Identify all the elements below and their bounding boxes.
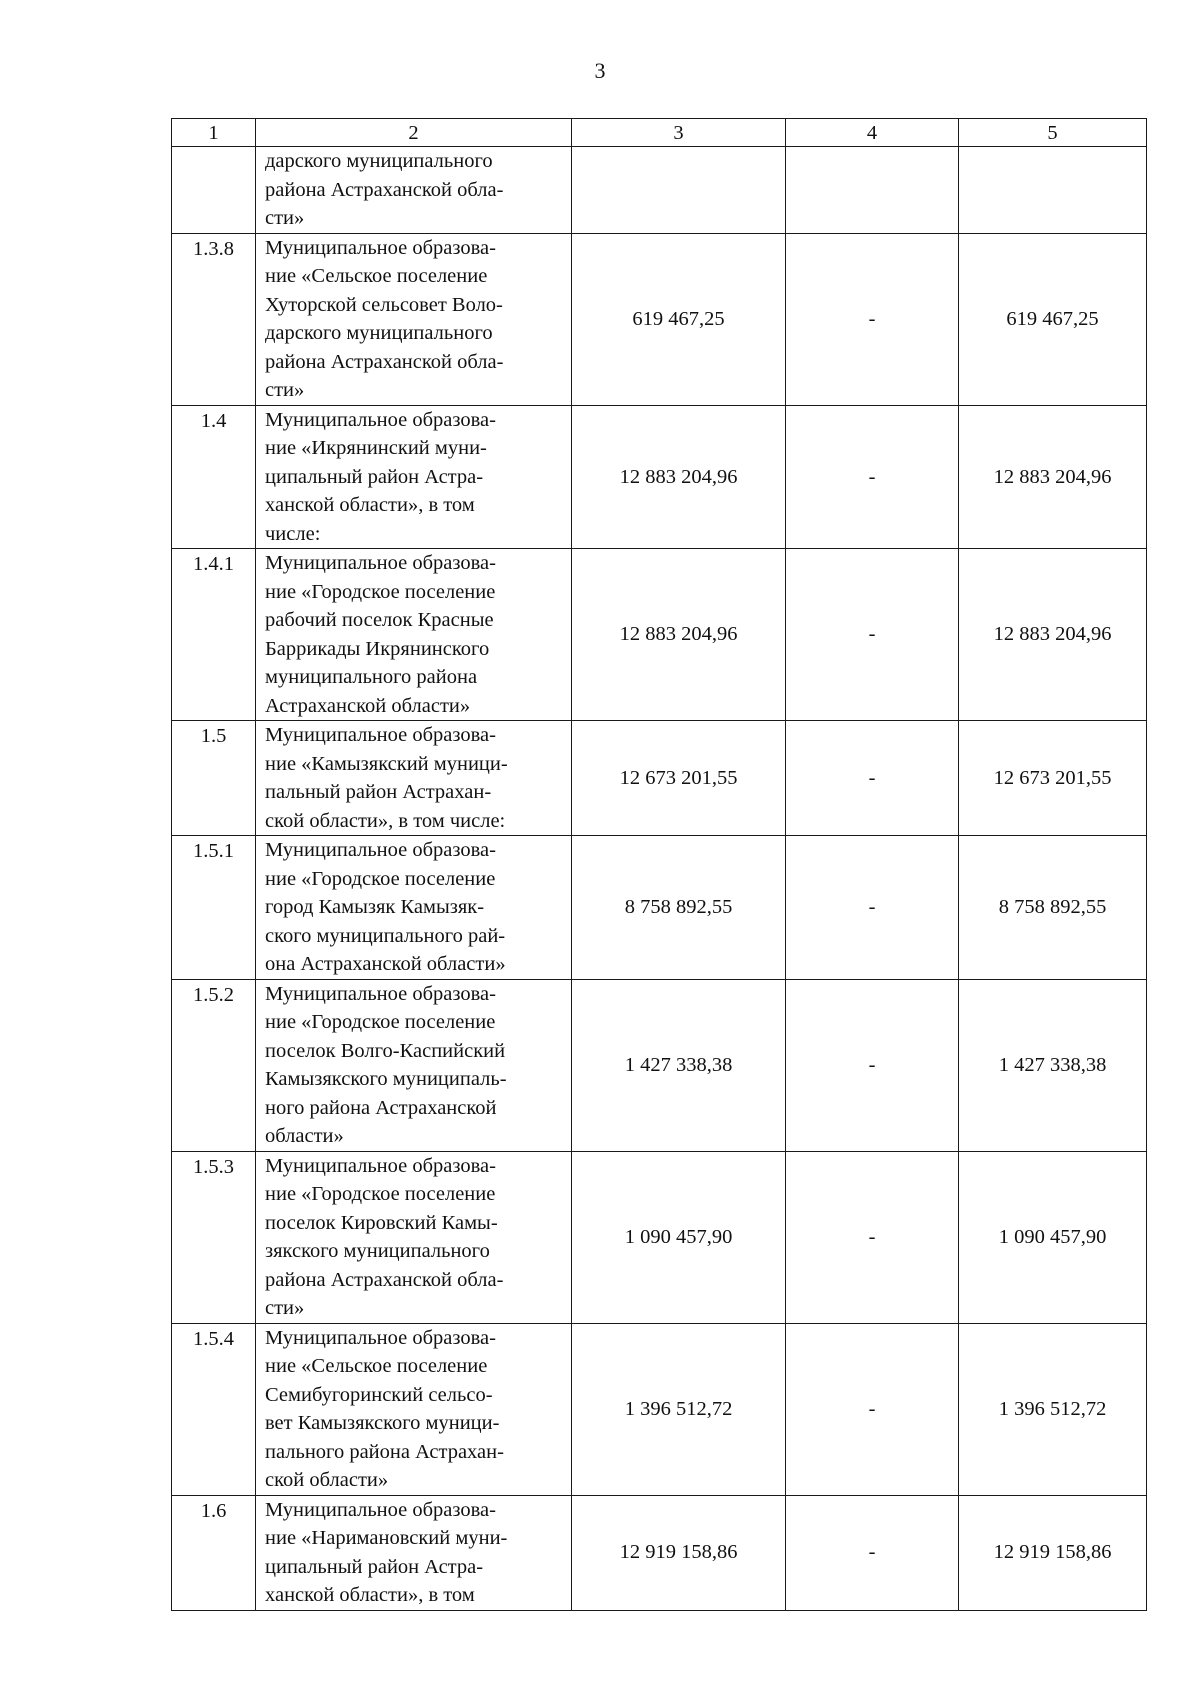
municipality-name-line: ской области»: [265, 1469, 389, 1491]
municipality-name-line: сти»: [265, 207, 305, 229]
municipality-name-cell: [256, 979, 572, 1151]
row-number-cell: 1.5.4: [172, 1323, 256, 1495]
row-number-cell: 1.5.3: [172, 1151, 256, 1323]
municipality-name-line: ской области», в том числе:: [265, 809, 506, 832]
municipality-name-line: пального района Астрахан-: [265, 1440, 504, 1463]
row-number-cell: 1.6: [172, 1495, 256, 1610]
row-number-cell: 1.5: [172, 721, 256, 836]
municipality-name-cell: [256, 147, 572, 234]
amount-cell-col4: -: [786, 233, 959, 405]
amount-cell-col5: 619 467,25: [959, 233, 1147, 405]
municipality-name-line: района Астраханской обла-: [265, 1268, 504, 1291]
amount-cell-col5: 8 758 892,55: [959, 836, 1147, 980]
municipality-name-line: пальный район Астрахан-: [265, 781, 492, 803]
column-header-5: 5: [959, 119, 1147, 147]
municipality-name-line: она Астраханской области»: [265, 953, 506, 975]
municipality-name-line: ние «Городское поселение: [265, 867, 496, 890]
municipality-name-cell: [256, 836, 572, 980]
page-number: 3: [594, 58, 606, 83]
column-header-1: 1: [172, 119, 256, 147]
municipality-name-line: Баррикады Икрянинского: [265, 637, 490, 660]
table-row: [172, 979, 1147, 1151]
municipality-name-line: Муниципальное образова-: [265, 408, 496, 431]
municipality-name-line: муниципального района: [265, 666, 478, 688]
amount-cell-col3: 1 396 512,72: [572, 1323, 786, 1495]
municipality-name-line: ние «Городское поселение: [265, 1011, 496, 1033]
municipality-name-line: ние «Наримановский муни-: [265, 1527, 508, 1549]
municipality-name-line: Муниципальное образова-: [265, 724, 496, 746]
amount-cell-col3: 12 919 158,86: [572, 1495, 786, 1610]
municipality-name-line: ние «Сельское поселение: [265, 265, 488, 287]
municipality-name-cell: [256, 1323, 572, 1495]
column-header-2: 2: [256, 119, 572, 147]
municipality-name-line: Муниципальное образова-: [265, 839, 496, 861]
municipality-name-line: сти»: [265, 1297, 305, 1319]
amount-cell-col4: [786, 147, 959, 234]
municipality-name-line: зякского муниципального: [265, 1240, 490, 1262]
amount-cell-col4: -: [786, 721, 959, 836]
municipality-name-line: Муниципальное образова-: [265, 236, 496, 259]
table-row: [172, 1151, 1147, 1323]
row-number-cell: 1.5.1: [172, 836, 256, 980]
municipality-name-line: ципальный район Астра-: [265, 1555, 484, 1578]
table-row: [172, 721, 1147, 836]
municipality-name-line: Муниципальное образова-: [265, 552, 496, 574]
municipality-name-line: вет Камызякского муници-: [265, 1412, 500, 1434]
amount-cell-col5: 1 090 457,90: [959, 1151, 1147, 1323]
municipality-name-line: числе:: [265, 522, 321, 545]
municipality-name-line: ние «Камызякский муници-: [265, 752, 508, 775]
table-header-row: [172, 119, 1147, 147]
municipality-name-line: ного района Астраханской: [265, 1096, 497, 1119]
municipality-name-line: района Астраханской обла-: [265, 350, 504, 373]
municipality-name-line: поселок Кировский Камы-: [265, 1211, 498, 1234]
table-row: [172, 1323, 1147, 1495]
amount-cell-col3: 8 758 892,55: [572, 836, 786, 980]
table-row: [172, 405, 1147, 549]
amount-cell-col4: -: [786, 836, 959, 980]
municipality-name-line: ципальный район Астра-: [265, 465, 484, 488]
municipality-name-line: области»: [265, 1125, 344, 1147]
amount-cell-col4: -: [786, 1151, 959, 1323]
amount-cell-col5: [959, 147, 1147, 234]
amount-cell-col4: -: [786, 979, 959, 1151]
amount-cell-col4: -: [786, 1323, 959, 1495]
municipality-name-line: поселок Волго-Каспийский: [265, 1039, 506, 1062]
row-number-cell: 1.3.8: [172, 233, 256, 405]
municipality-name-line: город Камызяк Камызяк-: [265, 896, 485, 918]
table-row: [172, 836, 1147, 980]
amount-cell-col4: -: [786, 549, 959, 721]
amount-cell-col5: 12 673 201,55: [959, 721, 1147, 836]
municipality-name-line: ханской области», в том: [265, 1584, 475, 1606]
row-number-cell: 1.5.2: [172, 979, 256, 1151]
municipality-name-line: Муниципальное образова-: [265, 1498, 496, 1521]
column-header-4: 4: [786, 119, 959, 147]
municipality-name-line: рабочий поселок Красные: [265, 609, 494, 631]
amount-cell-col3: 12 883 204,96: [572, 405, 786, 549]
municipality-name-line: Семибугоринский сельсо-: [265, 1383, 493, 1406]
municipality-name-cell: [256, 721, 572, 836]
municipality-name-line: ние «Городское поселение: [265, 580, 496, 603]
municipality-name-cell: [256, 405, 572, 549]
row-number-cell: [172, 147, 256, 234]
amount-cell-col4: -: [786, 405, 959, 549]
amount-cell-col3: 1 427 338,38: [572, 979, 786, 1151]
municipality-name-cell: [256, 549, 572, 721]
table-row: [172, 1495, 1147, 1610]
amount-cell-col3: 619 467,25: [572, 233, 786, 405]
table-row: [172, 147, 1147, 234]
row-number-cell: 1.4.1: [172, 549, 256, 721]
municipality-name-line: ние «Икрянинский муни-: [265, 437, 487, 459]
municipality-name-line: Муниципальное образова-: [265, 982, 496, 1005]
amount-cell-col4: -: [786, 1495, 959, 1610]
budget-distribution-table: [171, 118, 1147, 1611]
municipality-name-line: ние «Сельское поселение: [265, 1355, 488, 1377]
amount-cell-col5: 12 883 204,96: [959, 405, 1147, 549]
amount-cell-col3: 12 883 204,96: [572, 549, 786, 721]
municipality-name-line: Астраханской области»: [265, 694, 471, 717]
amount-cell-col5: 12 883 204,96: [959, 549, 1147, 721]
municipality-name-line: Камызякского муниципаль-: [265, 1068, 507, 1090]
municipality-name-line: Муниципальное образова-: [265, 1154, 496, 1177]
municipality-name-line: сти»: [265, 379, 305, 401]
municipality-name-line: района Астраханской обла-: [265, 178, 504, 201]
amount-cell-col5: 1 427 338,38: [959, 979, 1147, 1151]
municipality-name-line: дарского муниципального: [265, 322, 493, 344]
municipality-name-cell: [256, 233, 572, 405]
municipality-name-line: ского муниципального рай-: [265, 924, 506, 947]
municipality-name-line: ние «Городское поселение: [265, 1183, 496, 1205]
table-row: [172, 549, 1147, 721]
amount-cell-col3: 1 090 457,90: [572, 1151, 786, 1323]
table-row: [172, 233, 1147, 405]
municipality-name-line: ханской области», в том: [265, 494, 475, 516]
column-header-3: 3: [572, 119, 786, 147]
municipality-name-cell: [256, 1151, 572, 1323]
municipality-name-line: дарского муниципального: [265, 150, 493, 172]
municipality-name-cell: [256, 1495, 572, 1610]
amount-cell-col5: 1 396 512,72: [959, 1323, 1147, 1495]
row-number-cell: 1.4: [172, 405, 256, 549]
municipality-name-line: Муниципальное образова-: [265, 1326, 496, 1349]
amount-cell-col5: 12 919 158,86: [959, 1495, 1147, 1610]
municipality-name-line: Хуторской сельсовет Воло-: [265, 293, 503, 316]
amount-cell-col3: 12 673 201,55: [572, 721, 786, 836]
amount-cell-col3: [572, 147, 786, 234]
